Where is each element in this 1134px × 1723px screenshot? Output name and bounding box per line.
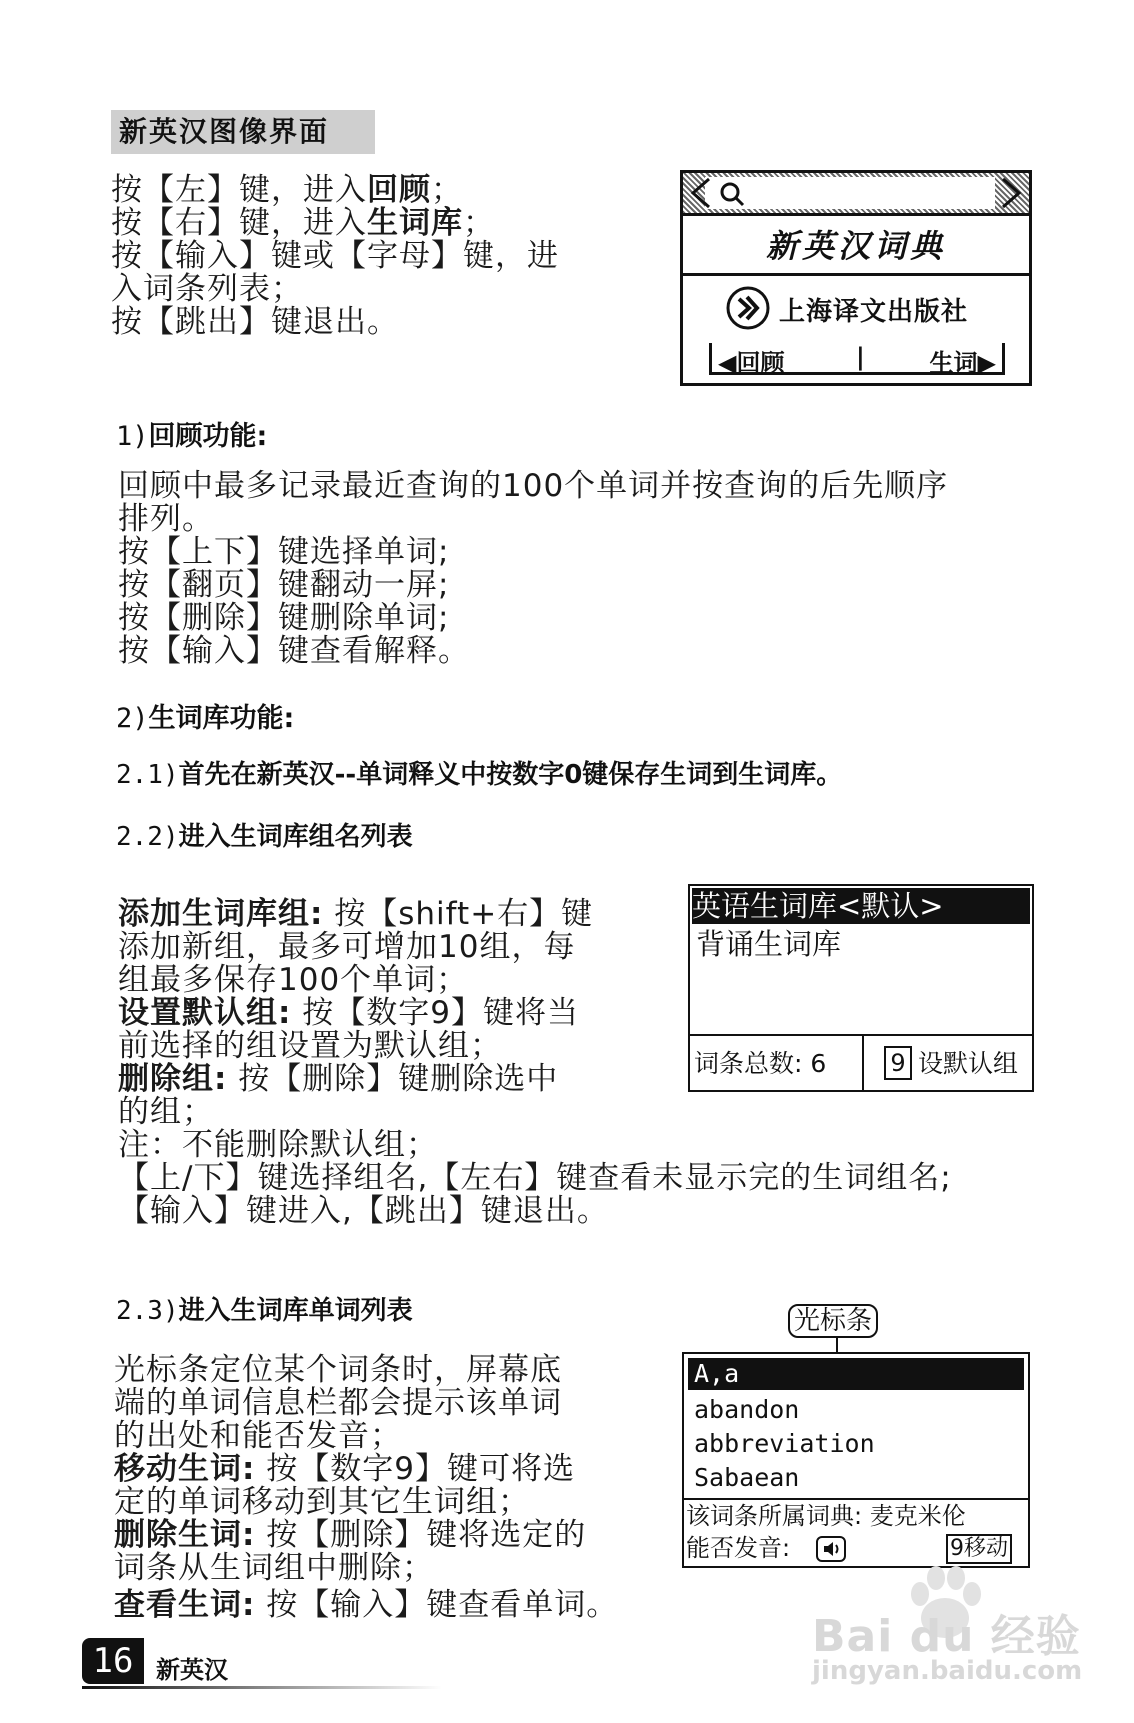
intro-line: 按【跳出】键退出。	[111, 304, 399, 340]
review-line: 按【上下】键选择单词;	[118, 534, 450, 570]
word-line: 查看生词: 按【输入】键查看单词。	[114, 1587, 619, 1623]
group-line: 添加生词库组: 按【shift+右】键	[118, 896, 594, 932]
review-line: 按【输入】键查看解释。	[118, 633, 470, 669]
source-dictionary-info: 该词条所属词典: 麦克米伦	[686, 1502, 966, 1530]
word-line: 端的单词信息栏都会提示该单词	[114, 1385, 562, 1421]
group-line: 的组；	[118, 1094, 214, 1130]
watermark-url: jingyan.baidu.com	[812, 1656, 1083, 1686]
intro-text	[111, 174, 651, 339]
word-row[interactable]: abandon	[694, 1395, 800, 1424]
review-line: 按【翻页】键翻动一屏;	[118, 567, 450, 603]
vocab-button[interactable]: 生词▶	[929, 349, 996, 377]
screen-group-list	[688, 884, 1034, 1092]
search-bar	[683, 173, 1029, 216]
review-line: 排列。	[118, 501, 214, 537]
word-line: 光标条定位某个词条时，屏幕底	[114, 1352, 562, 1388]
intro-line: 按【右】键，进入生词库；	[111, 205, 495, 241]
group-line: 删除组: 按【删除】键删除选中	[118, 1061, 559, 1097]
word-line: 词条从生词组中删除；	[114, 1550, 434, 1586]
pronounce-label: 能否发音:	[686, 1534, 791, 1562]
cursor-bar-callout: 光标条	[788, 1304, 878, 1338]
search-icon	[719, 181, 745, 207]
word-line: 的出处和能否发音；	[114, 1418, 402, 1454]
key-badge: 9	[884, 1046, 912, 1080]
watermark-logo: Bai du 经验	[812, 1611, 1081, 1662]
footer-label: 新英汉	[156, 1656, 228, 1684]
review-line: 按【删除】键删除单词;	[118, 600, 450, 636]
page-number: 16	[82, 1638, 144, 1684]
footer-rule	[82, 1686, 442, 1689]
vocab-step-2-3: 2.3)进入生词库单词列表	[116, 1296, 413, 1326]
nav-separator: |	[856, 343, 865, 371]
word-row-selected[interactable]: A,a	[688, 1358, 1024, 1390]
word-line: 定的单词移动到其它生词组；	[114, 1484, 530, 1520]
group-line: 【输入】键进入,【跳出】键退出。	[118, 1193, 609, 1229]
group-line: 设置默认组: 按【数字9】键将当	[118, 995, 579, 1031]
intro-line: 入词条列表；	[111, 271, 303, 307]
group-line: 前选择的组设置为默认组；	[118, 1028, 502, 1064]
move-action[interactable]: 9移动	[946, 1534, 1012, 1564]
vocab-step-2-2: 2.2)进入生词库组名列表	[116, 822, 413, 852]
chevron-left-icon	[689, 177, 711, 209]
group-line: 注：不能删除默认组；	[118, 1127, 438, 1163]
vocab-heading: 2)生词库功能:	[116, 703, 295, 734]
chevron-right-icon	[1001, 177, 1023, 209]
intro-line: 按【左】键，进入回顾；	[111, 172, 463, 208]
group-row[interactable]: 背诵生词库	[696, 927, 842, 961]
review-heading: 1)回顾功能:	[116, 421, 268, 452]
word-line: 删除生词: 按【删除】键将选定的	[114, 1517, 587, 1553]
callout-line	[836, 1336, 838, 1352]
speaker-icon	[816, 1536, 846, 1562]
publisher-name: 上海译文出版社	[779, 297, 969, 327]
review-line: 回顾中最多记录最近查询的100个单词并按查询的后先顺序	[118, 468, 949, 504]
count-label: 词条总数: 6	[694, 1049, 827, 1078]
dictionary-title: 新英汉词典	[765, 227, 946, 265]
set-default-action[interactable]: 设默认组	[918, 1049, 1019, 1078]
screen-word-list	[682, 1352, 1030, 1568]
group-line: 【上/下】键选择组名,【左右】键查看未显示完的生词组名;	[118, 1160, 952, 1196]
screen-dictionary-home	[680, 170, 1032, 386]
review-text	[118, 470, 1068, 668]
publisher-logo-icon	[725, 285, 771, 331]
vocab-step-2-1: 2.1)首先在新英汉--单词释义中按数字0键保存生词到生词库。	[116, 760, 843, 790]
word-row[interactable]: abbreviation	[694, 1429, 875, 1458]
intro-line: 按【输入】键或【字母】键，进	[111, 238, 559, 274]
group-line: 组最多保存100个单词；	[118, 962, 469, 998]
word-text	[114, 1354, 674, 1622]
bottom-nav	[709, 343, 1005, 375]
review-button[interactable]: ◀回顾	[718, 349, 785, 377]
group-row-selected[interactable]: 英语生词库<默认>	[692, 888, 1030, 924]
group-line: 添加新组，最多可增加10组，每	[118, 929, 576, 965]
word-row[interactable]: Sabaean	[694, 1463, 800, 1492]
section-title: 新英汉图像界面	[111, 110, 375, 154]
word-line: 移动生词: 按【数字9】键可将选	[114, 1451, 575, 1487]
